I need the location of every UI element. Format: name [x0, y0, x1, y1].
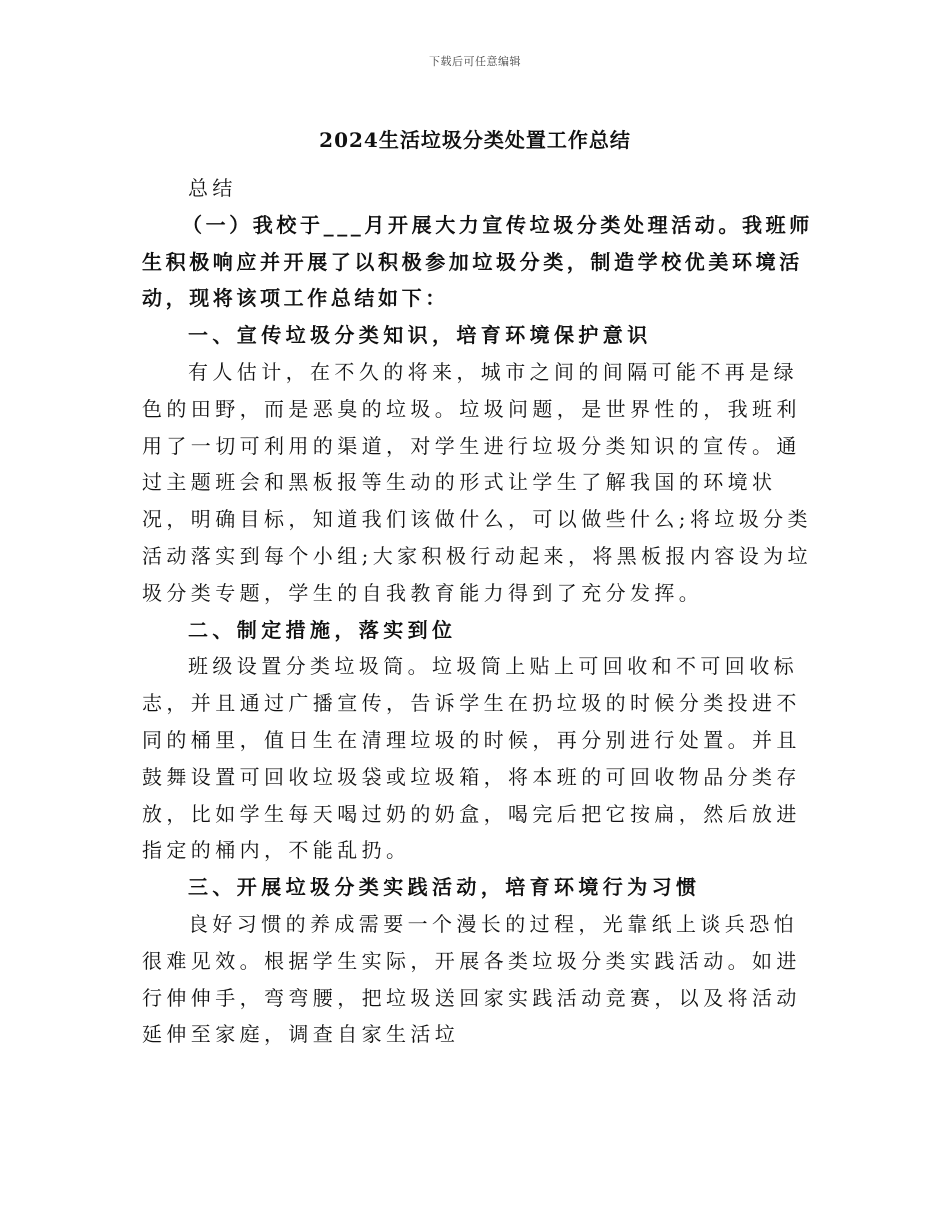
section-heading-1: 一、宣传垃圾分类知识，培育环境保护意识 — [188, 323, 652, 348]
document-body — [142, 170, 814, 1053]
header-note: 下载后可任意编辑 — [429, 55, 521, 68]
paragraph-section-3: 良好习惯的养成需要一个漫长的过程，光靠纸上谈兵恐怕很难见效。根据学生实际，开展各类垃圾分类实践活动。如进行伸伸手，弯弯腰，把垃圾送回家实践活动竞赛，以及将活动延伸至家庭，调查自家生活垃 — [142, 911, 801, 1047]
document-title: 2024生活垃圾分类处置工作总结 — [319, 128, 631, 152]
paragraph-section-1: 有人估计，在不久的将来，城市之间的间隔可能不再是绿色的田野，而是恶臭的垃圾。垃圾问题，是世界性的，我班利用了一切可利用的渠道，对学生进行垃圾分类知识的宣传。通过主题班会和黑板报等生动的形式让学生了解我国的环境状况，明确目标，知道我们该做什么，可以做些什么;将垃圾分类活动落实到每个小组;大家积极行动起来，将黑板报内容设为垃圾分类专题，学生的自我教育能力得到了充分发挥。 — [142, 359, 812, 605]
paragraph-section-2: 班级设置分类垃圾筒。垃圾筒上贴上可回收和不可回收标志，并且通过广播宣传，告诉学生在扔垃圾的时候分类投进不同的桶里，值日生在清理垃圾的时候，再分别进行处置。并且鼓舞设置可回收垃圾袋或垃圾箱，将本班的可回收物品分类存放，比如学生每天喝过奶的奶盒，喝完后把它按扁，然后放进指定的桶内，不能乱扔。 — [142, 654, 801, 863]
paragraph-summary-label: 总结 — [188, 176, 237, 200]
section-heading-3: 三、开展垃圾分类实践活动，培育环境行为习惯 — [188, 875, 701, 900]
section-heading-2: 二、制定措施，落实到位 — [188, 617, 457, 642]
paragraph-intro: （一）我校于___月开展大力宣传垃圾分类处理活动。我班师生积极响应并开展了以积极参加垃圾分类，制造学校优美环境活动，现将该项工作总结如下： — [142, 212, 813, 311]
